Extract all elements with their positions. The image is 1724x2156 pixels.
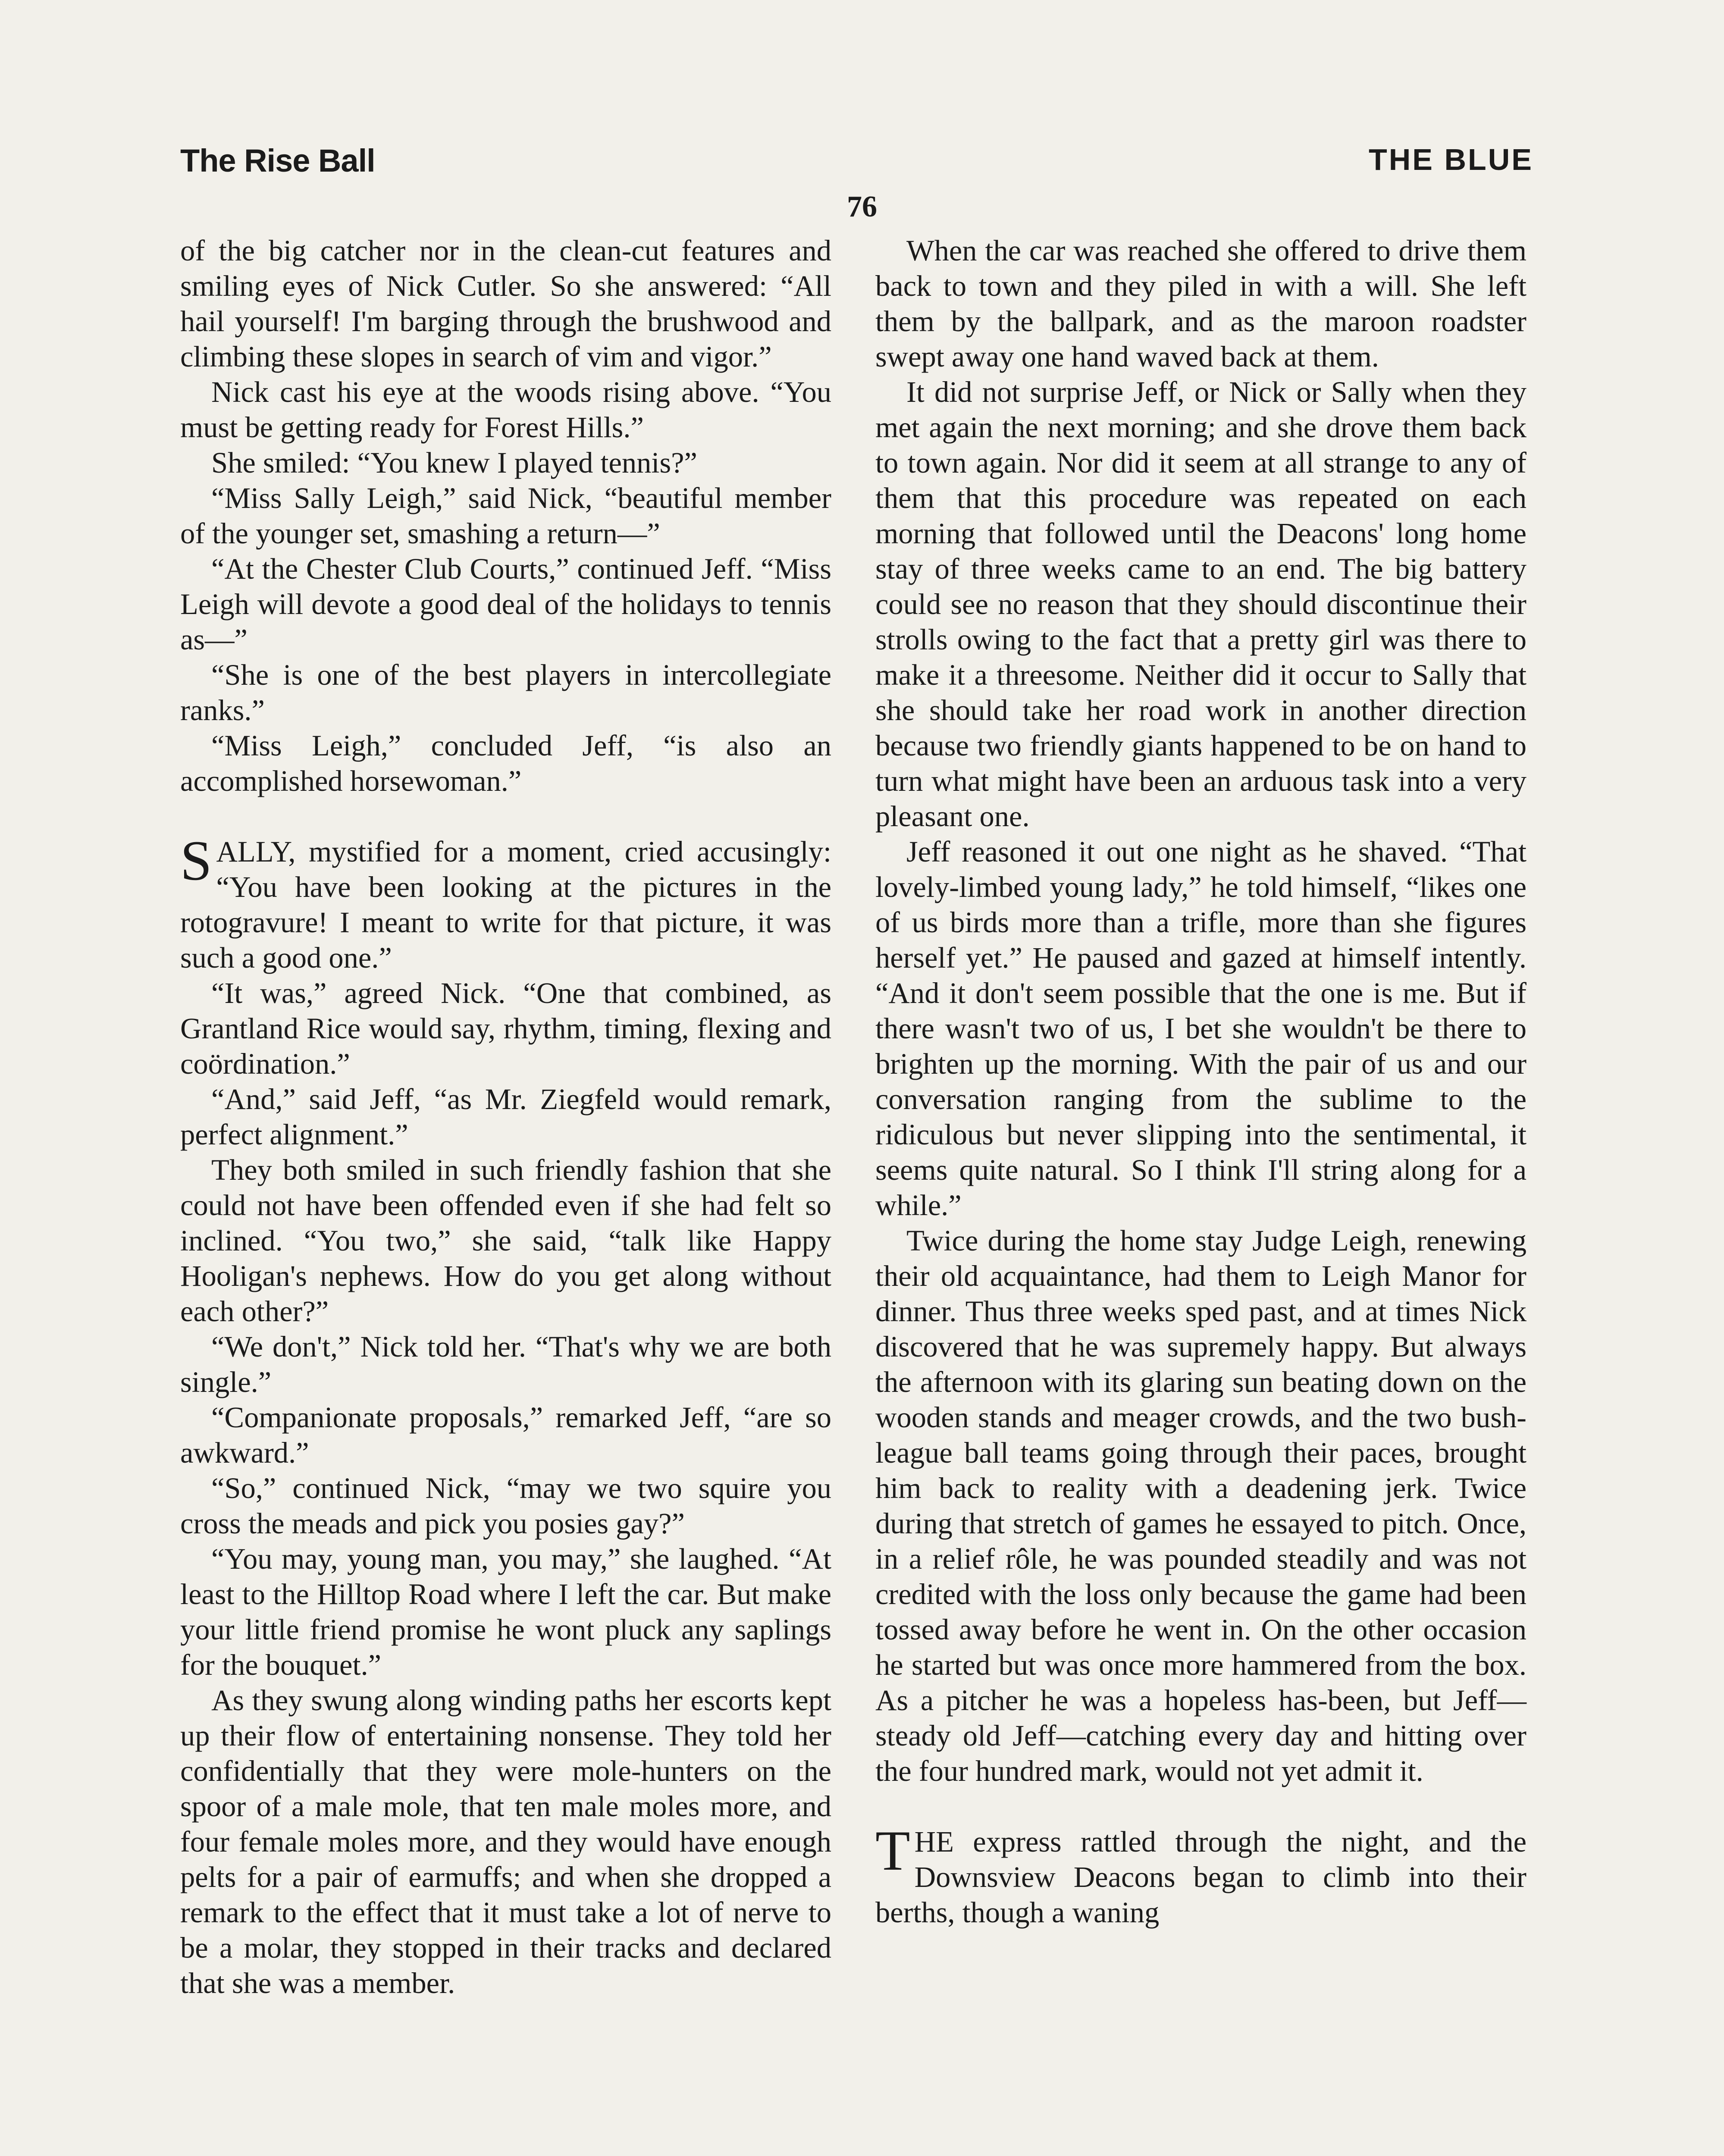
paragraph-text: HE express rattled through the night, and the Downsview Deacons began to climb into their berths, though a waning bbox=[875, 1825, 1527, 1929]
paragraph: “She is one of the best players in intercollegiate ranks.” bbox=[180, 658, 831, 727]
section-opening-paragraph bbox=[875, 1819, 1527, 1930]
paragraph: Nick cast his eye at the woods rising above. “You must be getting ready for Forest Hills.” bbox=[180, 376, 831, 444]
paragraph: When the car was reached she offered to drive them back to town and they piled in with a will. She left them by the ballpark, and as the maroon roadster swept away one hand waved back at them. bbox=[875, 234, 1527, 373]
page-number: 76 bbox=[847, 190, 877, 223]
paragraph: It did not surprise Jeff, or Nick or Sally when they met again the next morning; and she drove them back to town again. Nor did it seem at all strange to any of them that this procedure was repeated on each morning that followed until the Deacons' long home stay of three weeks came to an end. The big battery could see no reason that they should discontinue their strolls owing to the fact that a pretty girl was there to make it a threesome. Neither did it occur to Sally that she should take her road work in another direction because two friendly giants happened to be on hand to turn what might have been an arduous task into a very pleasant one. bbox=[875, 376, 1527, 833]
paragraph: Jeff reasoned it out one night as he shaved. “That lovely-limbed young lady,” he told himself, “likes one of us birds more than a trifle, more than she figures herself yet.” He paused and gazed at himself intently. “And it don't seem possible that the one is me. But if there wasn't two of us, I bet she wouldn't be there to brighten up the morning. With the pair of us and our conversation ranging from the sublime to the ridiculous but never slipping into the sentimental, it seems quite natural. So I think I'll string along for a while.” bbox=[875, 835, 1527, 1222]
right-column bbox=[875, 233, 1527, 1930]
paragraph: of the big catcher nor in the clean-cut features and smiling eyes of Nick Cutler. So she answered: “All hail yourself! I'm barging through the brushwood and climbing these slopes in search of vim and vigor.” bbox=[180, 234, 831, 373]
paragraph: “So,” continued Nick, “may we two squire you cross the meads and pick you posies gay?” bbox=[180, 1472, 831, 1540]
running-head-magazine: THE BLUE bbox=[1369, 143, 1533, 176]
paragraph: “Miss Leigh,” concluded Jeff, “is also an accomplished horsewoman.” bbox=[180, 729, 831, 797]
paragraph: “It was,” agreed Nick. “One that combined, as Grantland Rice would say, rhythm, timing, flexing and coördination.” bbox=[180, 977, 831, 1080]
paragraph: “Miss Sally Leigh,” said Nick, “beautiful member of the younger set, smashing a return—” bbox=[180, 482, 831, 550]
paragraph: Twice during the home stay Judge Leigh, renewing their old acquaintance, had them to Leigh Manor for dinner. Thus three weeks sped past, and at times Nick discovered that he was supremely happy. But always the afternoon with its glaring sun beating down on the wooden stands and meager crowds, and the two bush-league ball teams going through their paces, brought him back to reality with a deadening jerk. Twice during that stretch of games he essayed to pitch. Once, in a relief rôle, he was pounded steadily and was not credited with the loss only because the game had been tossed away before he went in. On the other occasion he started but was once more hammered from the box. As a pitcher he was a hopeless has-been, but Jeff—steady old Jeff—catching every day and hitting over the four hundred mark, would not yet admit it. bbox=[875, 1224, 1527, 1787]
paragraph: She smiled: “You knew I played tennis?” bbox=[211, 446, 697, 479]
paragraph: “You may, young man, you may,” she laughed. “At least to the Hilltop Road where I left the car. But make your little friend promise he wont pluck any saplings for the bouquet.” bbox=[180, 1542, 831, 1681]
paragraph: They both smiled in such friendly fashion that she could not have been offended even if she had felt so inclined. “You two,” she said, “talk like Happy Hooligan's nephews. How do you get along without each other?” bbox=[180, 1153, 831, 1328]
paragraph: “At the Chester Club Courts,” continued Jeff. “Miss Leigh will devote a good deal of the holidays to tennis as—” bbox=[180, 552, 831, 656]
left-column bbox=[180, 233, 831, 2001]
drop-cap: S bbox=[180, 829, 212, 892]
paragraph: “Companionate proposals,” remarked Jeff, “are so awkward.” bbox=[180, 1401, 831, 1469]
paragraph: “We don't,” Nick told her. “That's why we are both single.” bbox=[180, 1330, 831, 1398]
paragraph: “And,” said Jeff, “as Mr. Ziegfeld would remark, perfect alignment.” bbox=[180, 1083, 831, 1151]
section-opening-paragraph bbox=[180, 829, 831, 975]
paragraph-text: ALLY, mystified for a moment, cried accusingly: “You have been looking at the pictures in the rotogravure! I meant to write for that picture, it was such a good one.” bbox=[180, 835, 831, 974]
drop-cap: T bbox=[875, 1819, 910, 1882]
running-head-title: The Rise Ball bbox=[180, 143, 375, 179]
paragraph: As they swung along winding paths her escorts kept up their flow of entertaining nonsense. They told her confidentially that they were mole-hunters on the spoor of a male mole, that ten male moles more, and four female moles more, and they would have enough pelts for a pair of earmuffs; and when she dropped a remark to the effect that it must take a lot of nerve to be a molar, they stopped in their tracks and declared that she was a member. bbox=[180, 1684, 831, 1999]
